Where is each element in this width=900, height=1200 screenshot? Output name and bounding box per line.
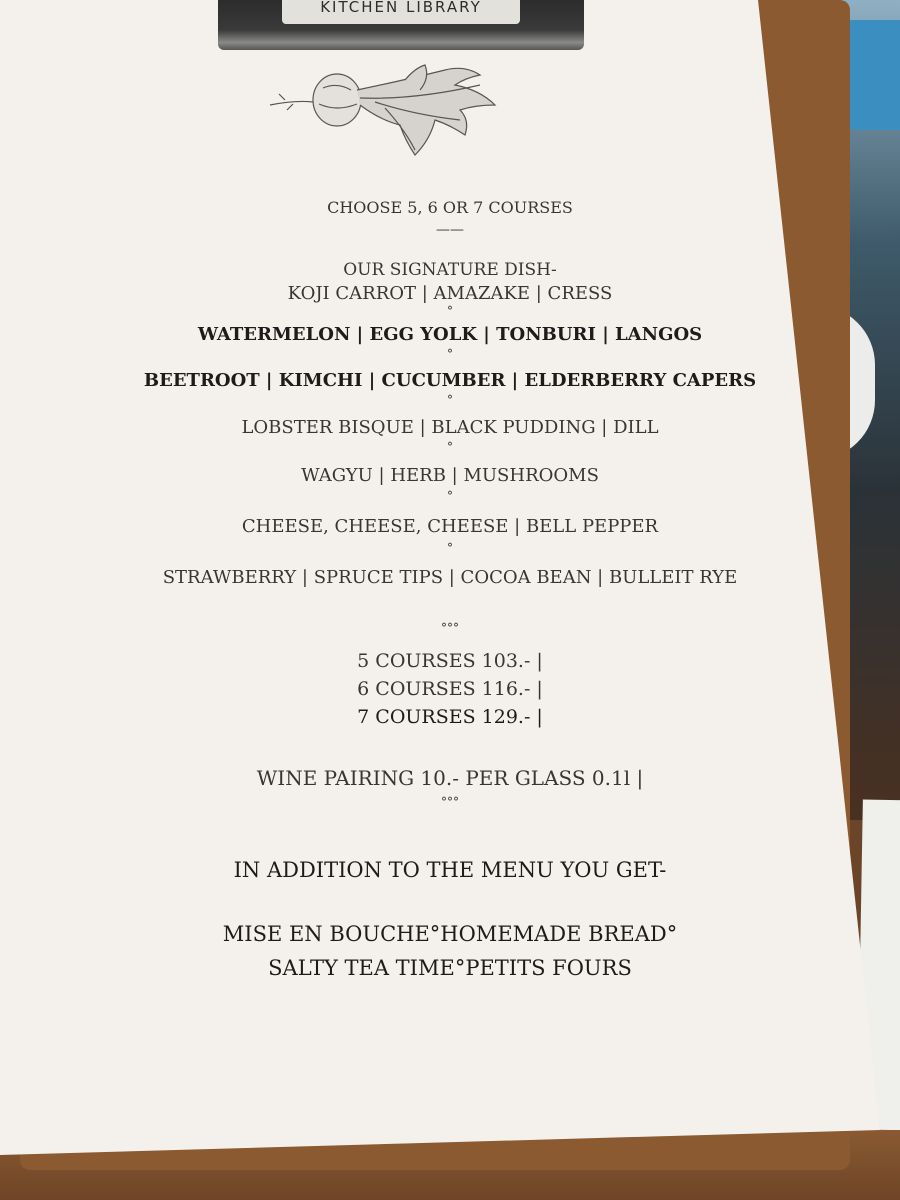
choose-courses-heading: CHOOSE 5, 6 OR 7 COURSES — [327, 198, 573, 217]
extras-line: SALTY TEA TIME°PETITS FOURS — [268, 956, 632, 980]
wine-pairing-price: WINE PAIRING 10.- PER GLASS 0.1l | — [256, 766, 644, 790]
price-7-courses: 7 COURSES 129.- | — [357, 706, 543, 728]
course-item: STRAWBERRY | SPRUCE TIPS | COCOA BEAN | BULLEIT RYE — [162, 567, 738, 588]
course-separator: ° — [447, 489, 453, 503]
signature-dish-title: OUR SIGNATURE DISH- — [343, 260, 557, 280]
course-item: CHEESE, CHEESE, CHEESE | BELL PEPPER — [241, 516, 659, 537]
course-separator: ° — [447, 304, 453, 318]
section-separator: °°° — [441, 621, 459, 635]
section-separator: °°° — [441, 795, 459, 809]
course-item: BEETROOT | KIMCHI | CUCUMBER | ELDERBERRY CAPERS — [143, 370, 757, 391]
clip-label: KITCHEN LIBRARY — [282, 0, 520, 24]
beetroot-icon — [265, 60, 525, 160]
clipboard-clip — [218, 0, 584, 50]
course-separator: ° — [447, 393, 453, 407]
price-6-courses: 6 COURSES 116.- | — [357, 678, 543, 700]
heading-divider: —— — [436, 222, 464, 238]
course-item: LOBSTER BISQUE | BLACK PUDDING | DILL — [241, 417, 659, 438]
price-5-courses: 5 COURSES 103.- | — [357, 650, 543, 672]
extras-heading: IN ADDITION TO THE MENU YOU GET- — [233, 858, 667, 882]
course-item: WATERMELON | EGG YOLK | TONBURI | LANGOS — [197, 324, 703, 345]
course-separator: ° — [447, 440, 453, 454]
extras-line: MISE EN BOUCHE°HOMEMADE BREAD° — [222, 922, 678, 946]
course-separator: ° — [447, 541, 453, 555]
course-separator: ° — [447, 347, 453, 361]
course-item: WAGYU | HERB | MUSHROOMS — [301, 465, 599, 486]
signature-dish: KOJI CARROT | AMAZAKE | CRESS — [287, 283, 613, 304]
